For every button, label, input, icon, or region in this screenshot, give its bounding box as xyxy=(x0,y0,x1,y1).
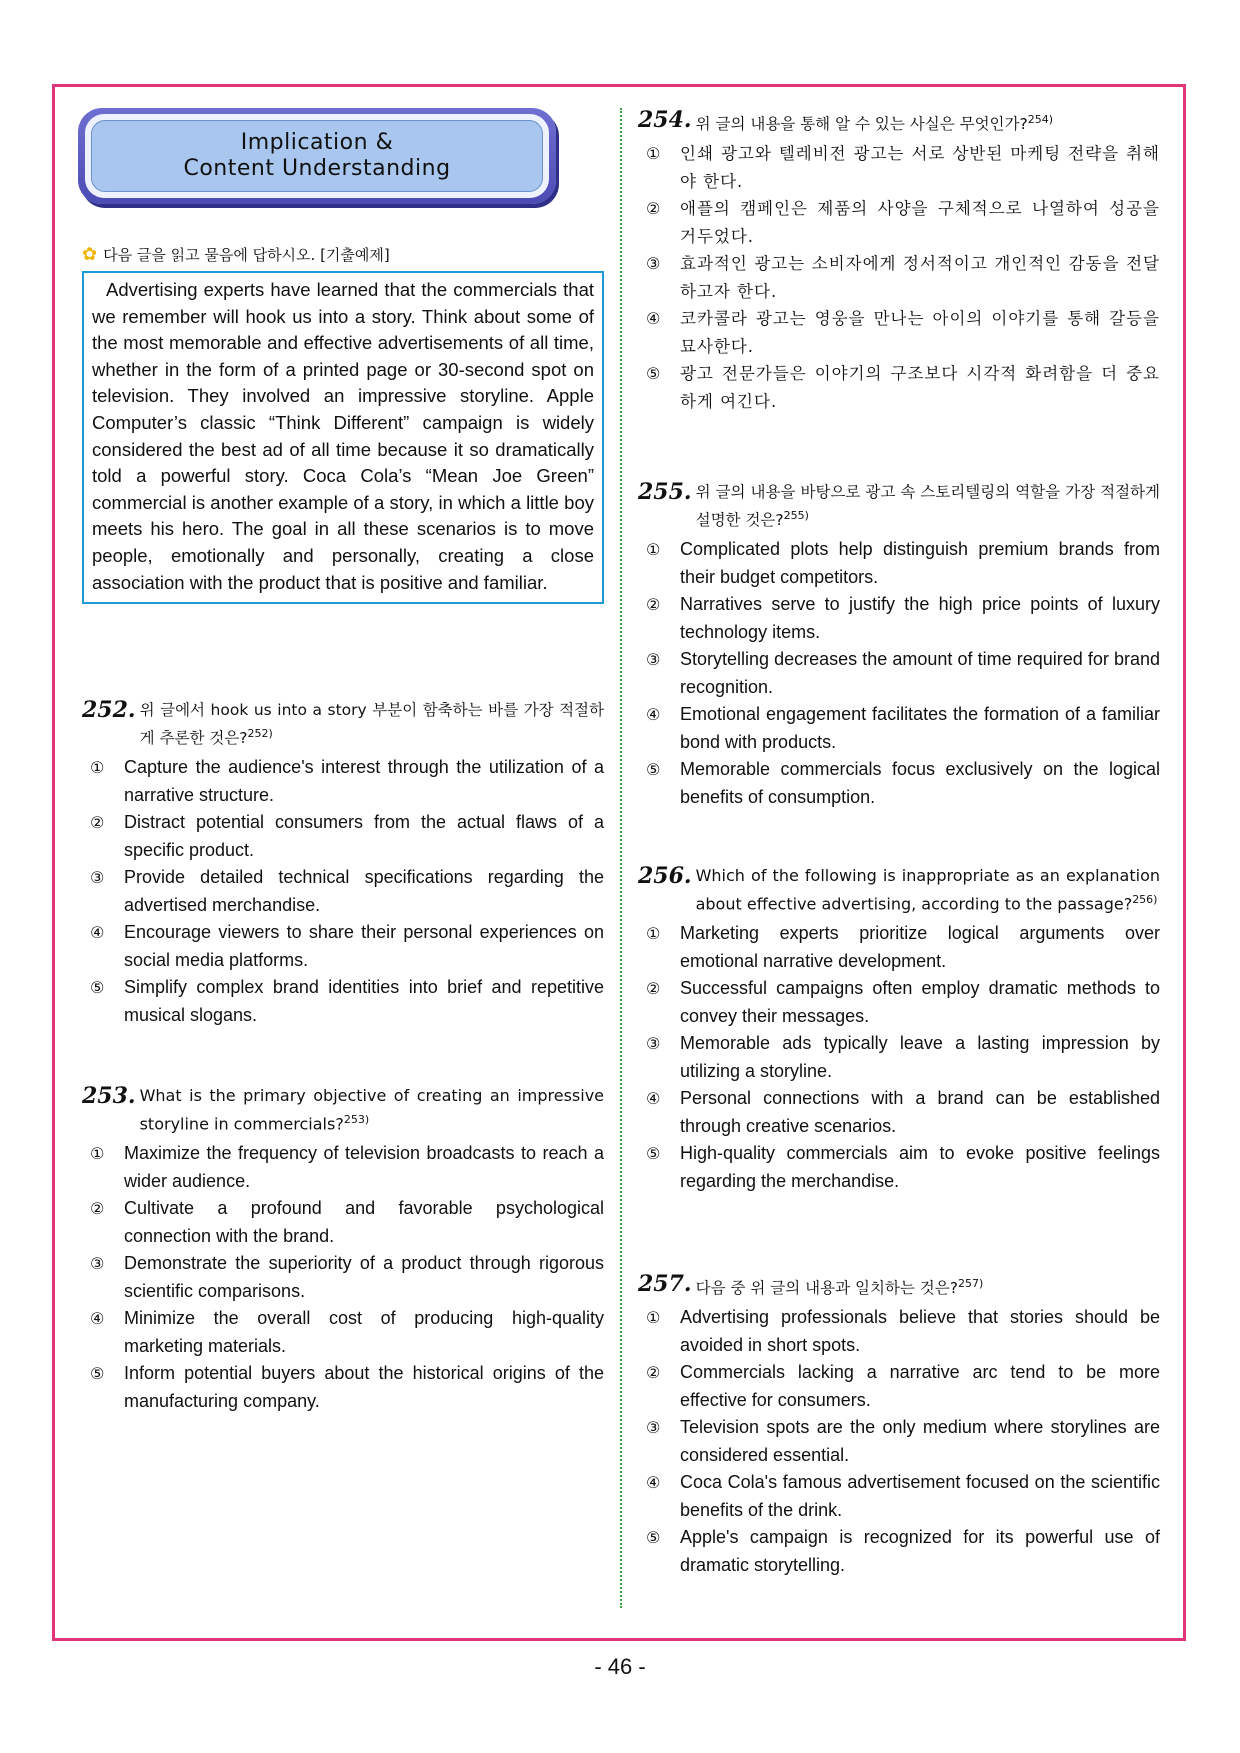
option[interactable]: ③ Storytelling decreases the amount of time required for brand recognition. xyxy=(646,649,1160,697)
column-divider xyxy=(620,108,622,1608)
option[interactable]: ① Marketing experts prioritize logical arguments over emotional narrative development. xyxy=(646,923,1160,971)
section-header-badge xyxy=(78,108,556,204)
option[interactable]: ① 인쇄 광고와 텔레비전 광고는 서로 상반된 마케팅 전략을 취해야 한다. xyxy=(646,144,1160,191)
option[interactable]: ④ Personal connections with a brand can be established through creative scenarios. xyxy=(646,1088,1160,1136)
question-text: Which of the following is inappropriate as an explanation about effective advertising, according to the passage? xyxy=(695,866,1160,914)
option[interactable]: ⑤ 광고 전문가들은 이야기의 구조보다 시각적 화려함을 더 중요하게 여긴다. xyxy=(646,364,1160,411)
option[interactable]: ② Cultivate a profound and favorable psychological connection with the brand. xyxy=(90,1198,604,1246)
question-number: 257. xyxy=(638,1271,692,1297)
option[interactable]: ② 애플의 캠페인은 제품의 사양을 구체적으로 나열하여 성공을 거두었다. xyxy=(646,199,1160,246)
option[interactable]: ⑤ High-quality commercials aim to evoke positive feelings regarding the merchandise. xyxy=(646,1143,1160,1191)
footnote-ref: 253) xyxy=(343,1113,370,1126)
question-number: 255. xyxy=(638,479,692,505)
question-255 xyxy=(638,480,1160,811)
instruction-text: 다음 글을 읽고 물음에 답하시오. [기출예제] xyxy=(103,246,390,264)
question-text: 위 글에서 hook us into a story 부분이 함축하는 바를 가장 적절하게 추론한 것은? xyxy=(139,701,604,748)
option[interactable]: ③ Memorable ads typically leave a lasting impression by utilizing a storyline. xyxy=(646,1033,1160,1081)
question-257 xyxy=(638,1272,1160,1579)
question-text: 위 글의 내용을 통해 알 수 있는 사실은 무엇인가? xyxy=(695,115,1028,134)
question-text: 위 글의 내용을 바탕으로 광고 속 스토리텔링의 역할을 가장 적절하게 설명한 것은? xyxy=(695,483,1160,530)
options-list xyxy=(82,1140,604,1415)
question-number: 256. xyxy=(638,863,692,889)
option[interactable]: ② Distract potential consumers from the actual flaws of a specific product. xyxy=(90,812,604,860)
option[interactable]: ③ Television spots are the only medium where storylines are considered essential. xyxy=(646,1417,1160,1465)
footnote-ref: 257) xyxy=(957,1277,984,1290)
option[interactable]: ④ 코카콜라 광고는 영웅을 만나는 아이의 이야기를 통해 갈등을 묘사한다. xyxy=(646,309,1160,356)
options-list xyxy=(82,754,604,1029)
options-list xyxy=(638,140,1160,415)
option[interactable]: ④ Minimize the overall cost of producing high-quality marketing materials. xyxy=(90,1308,604,1356)
option[interactable]: ② Successful campaigns often employ dramatic methods to convey their messages. xyxy=(646,978,1160,1026)
section-header-line1: Implication & xyxy=(240,130,394,155)
question-text: What is the primary objective of creating an impressive storyline in commercials? xyxy=(139,1086,604,1134)
footnote-ref: 255) xyxy=(783,509,809,522)
reading-passage xyxy=(82,271,604,604)
option[interactable]: ① Advertising professionals believe that stories should be avoided in short spots. xyxy=(646,1307,1160,1355)
question-text: 다음 중 위 글의 내용과 일치하는 것은? xyxy=(695,1279,958,1298)
option[interactable]: ② Commercials lacking a narrative arc tend to be more effective for consumers. xyxy=(646,1362,1160,1410)
footnote-ref: 254) xyxy=(1027,113,1054,126)
question-256 xyxy=(638,864,1160,1195)
left-column xyxy=(82,108,604,1411)
page-number: - 46 - xyxy=(594,1654,646,1679)
option[interactable]: ⑤ Memorable commercials focus exclusively on the logical benefits of consumption. xyxy=(646,759,1160,807)
option[interactable]: ④ Coca Cola's famous advertisement focused on the scientific benefits of the drink. xyxy=(646,1472,1160,1520)
option[interactable]: ① Maximize the frequency of television broadcasts to reach a wider audience. xyxy=(90,1143,604,1191)
option[interactable]: ③ Demonstrate the superiority of a product through rigorous scientific comparisons. xyxy=(90,1253,604,1301)
question-254 xyxy=(638,108,1160,415)
option[interactable]: ⑤ Inform potential buyers about the historical origins of the manufacturing company. xyxy=(90,1363,604,1411)
passage-text: Advertising experts have learned that the commercials that we remember will hook us into a story. Think about some of the most memorable and effective advertisements of all time, whether in the form of a printed page or 30-second spot on television. They involved an impressive storyline. Apple Computer’s classic “Think Different” campaign is widely considered the best ad of all time because it so dramatically told a powerful story. Coca Cola’s “Mean Joe Green” commercial is another example of a story, in which a little boy meets his hero. The goal in all these scenarios is to move people, emotionally and personally, creating a close association with the product that is positive and familiar. xyxy=(92,279,594,593)
options-list xyxy=(638,1304,1160,1579)
question-252 xyxy=(82,698,604,1029)
option[interactable]: ③ Provide detailed technical specifications regarding the advertised merchandise. xyxy=(90,867,604,915)
option[interactable]: ③ 효과적인 광고는 소비자에게 정서적이고 개인적인 감동을 전달하고자 한다. xyxy=(646,254,1160,301)
footnote-ref: 256) xyxy=(1132,893,1158,906)
flower-icon: ✿ xyxy=(82,244,98,265)
footnote-ref: 252) xyxy=(247,727,273,740)
instruction xyxy=(82,244,604,265)
option[interactable]: ④ Emotional engagement facilitates the formation of a familiar bond with products. xyxy=(646,704,1160,752)
question-number: 254. xyxy=(638,107,692,133)
option[interactable]: ⑤ Apple's campaign is recognized for its powerful use of dramatic storytelling. xyxy=(646,1527,1160,1575)
question-number: 252. xyxy=(82,697,136,723)
option[interactable]: ① Complicated plots help distinguish premium brands from their budget competitors. xyxy=(646,539,1160,587)
option[interactable]: ① Capture the audience's interest through the utilization of a narrative structure. xyxy=(90,757,604,805)
option[interactable]: ④ Encourage viewers to share their personal experiences on social media platforms. xyxy=(90,922,604,970)
option[interactable]: ⑤ Simplify complex brand identities into brief and repetitive musical slogans. xyxy=(90,977,604,1025)
question-number: 253. xyxy=(82,1083,136,1109)
question-253 xyxy=(82,1084,604,1415)
section-header-line2: Content Understanding xyxy=(183,156,451,181)
option[interactable]: ② Narratives serve to justify the high price points of luxury technology items. xyxy=(646,594,1160,642)
options-list xyxy=(638,536,1160,811)
options-list xyxy=(638,920,1160,1195)
